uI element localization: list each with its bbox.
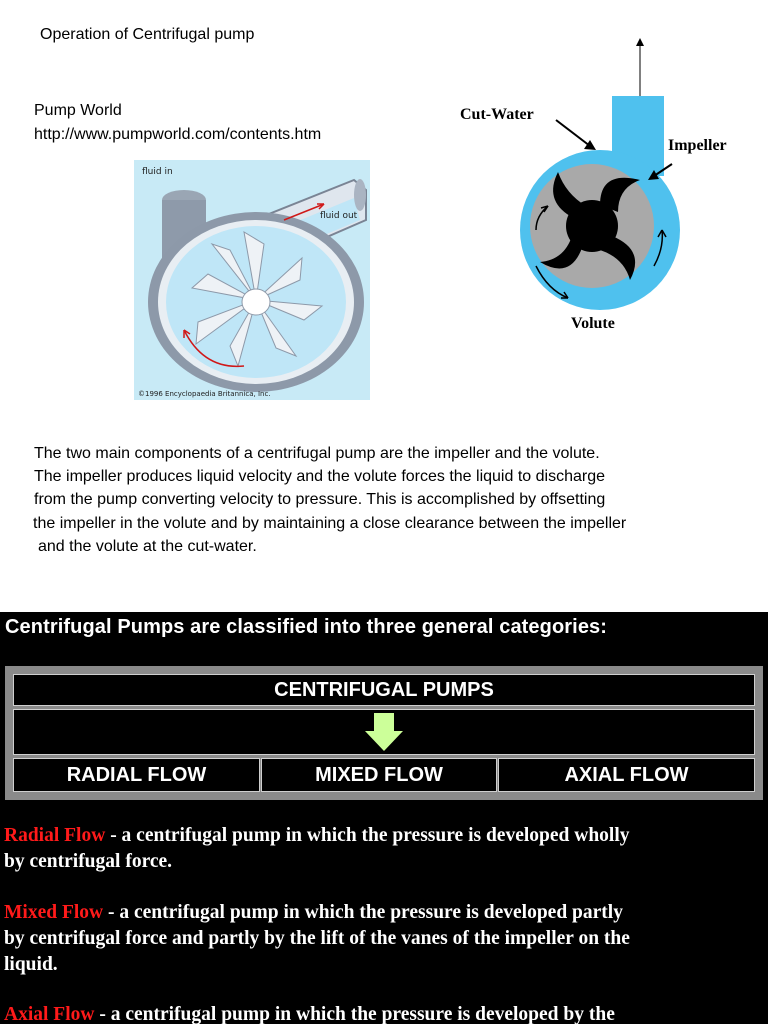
page-title: Operation of Centrifugal pump: [40, 26, 255, 43]
source-name: Pump World: [34, 102, 122, 119]
definition-term: Axial Flow: [4, 1004, 95, 1024]
definition-line: [4, 1002, 768, 1024]
table-arrow-cell: [13, 709, 755, 755]
description-line: The impeller produces liquid velocity and the volute forces the liquid to discharge: [34, 468, 605, 486]
definition-text: - a centrifugal pump in which the pressure is developed by the: [94, 1004, 615, 1024]
pump-cutaway-illustration: [134, 160, 370, 400]
category-radial-flow: RADIAL FLOW: [13, 758, 260, 792]
classification-heading: Centrifugal Pumps are classified into three general categories:: [5, 616, 608, 638]
table-header-cell: CENTRIFUGAL PUMPS: [13, 674, 755, 706]
impeller-label: Impeller: [668, 137, 727, 154]
fluid-in-label: fluid in: [142, 167, 173, 177]
volute-diagram: [440, 30, 768, 340]
classification-section: [0, 612, 768, 1024]
definition-radial-flow: [4, 823, 768, 875]
fluid-out-label: fluid out: [320, 211, 358, 221]
definition-line: by centrifugal force and partly by the lift of the vanes of the impeller on the: [4, 928, 630, 949]
definition-term: Radial Flow: [4, 825, 106, 846]
definition-text: - a centrifugal pump in which the pressure is developed partly: [103, 902, 623, 923]
description-line: The two main components of a centrifugal pump are the impeller and the volute.: [34, 445, 600, 462]
definition-line: liquid.: [4, 954, 58, 975]
description-paragraph: [34, 442, 764, 558]
description-line: and the volute at the cut-water.: [38, 537, 257, 555]
definition-text: - a centrifugal pump in which the pressure is developed wholly: [105, 825, 630, 846]
definition-line: [4, 900, 768, 926]
definition-axial-flow: [4, 1002, 768, 1024]
description-line: from the pump converting velocity to pressure. This is accomplished by offsetting: [34, 491, 606, 509]
category-axial-flow: AXIAL FLOW: [498, 758, 755, 792]
definition-line: by centrifugal force.: [4, 851, 173, 872]
volute-label: Volute: [571, 315, 615, 332]
cut-water-label: Cut-Water: [460, 106, 534, 123]
source-url[interactable]: http://www.pumpworld.com/contents.htm: [34, 126, 322, 143]
definition-mixed-flow: [4, 900, 768, 978]
categories-table: [5, 666, 763, 800]
category-mixed-flow: MIXED FLOW: [261, 758, 497, 792]
illustration-credit: ©1996 Encyclopaedia Britannica, Inc.: [138, 390, 271, 398]
definition-line: [4, 823, 768, 849]
down-arrow-icon: [363, 711, 405, 753]
definition-term: Mixed Flow: [4, 902, 104, 923]
description-line: the impeller in the volute and by maintaining a close clearance between the impeller: [33, 514, 627, 532]
